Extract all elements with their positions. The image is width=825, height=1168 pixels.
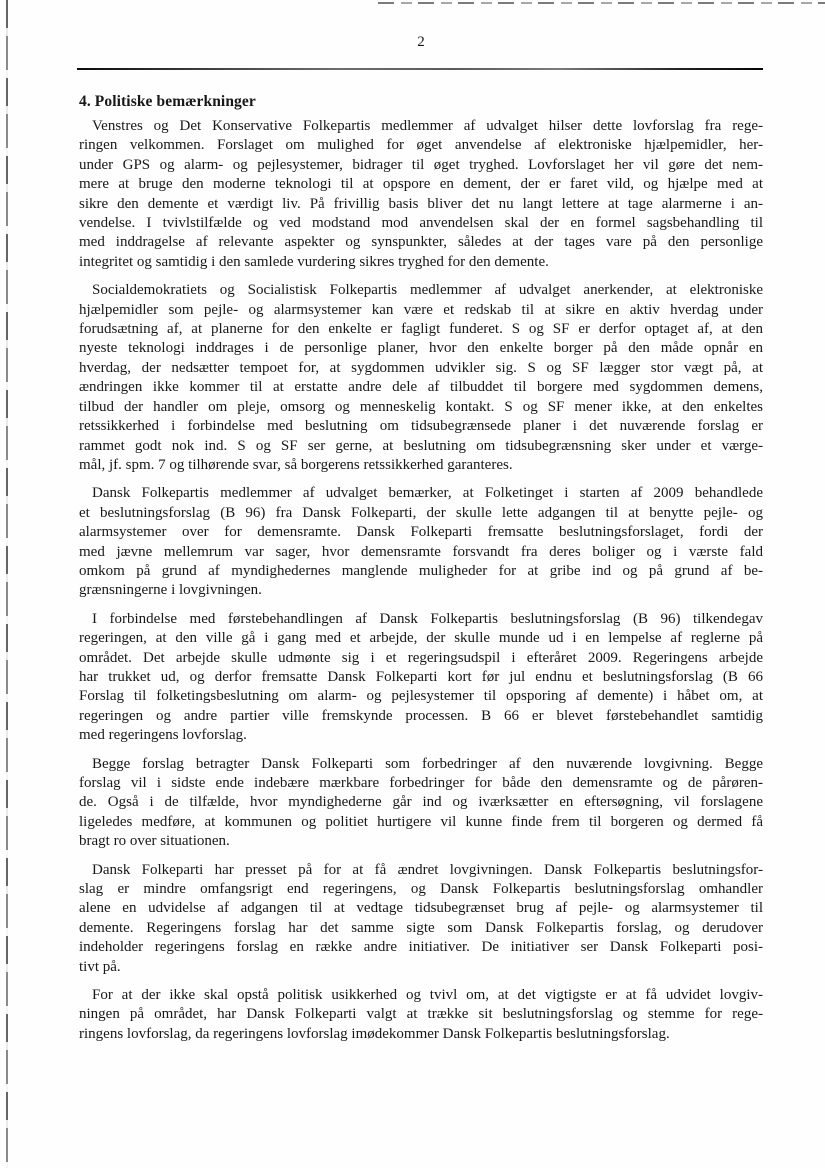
text-line: Dansk Folkepartis medlemmer af udvalget bemærker, at Folketinget i starten af 2009 behandlede bbox=[92, 485, 763, 502]
text-line: et beslutningsforslag (B 96) fra Dansk Folkeparti, der skulle lette adgangen til at benytte pejle- og bbox=[79, 504, 763, 521]
paragraph bbox=[79, 986, 763, 1044]
text-line: sikre den demente et værdigt liv. På frivillig basis bliver det nu langt lettere at tage alarmerne i an- bbox=[79, 195, 763, 212]
text-line: tilbud der handler om pleje, omsorg og menneskelig kontakt. S og SF mener ikke, at den enkeltes bbox=[79, 398, 763, 415]
text-line: hjælpemidler som pejle- og alarmsystemer kan være et redskab til at sikre en aktiv hverdag under bbox=[79, 301, 763, 318]
paragraph bbox=[79, 281, 763, 475]
text-line: slag er mindre omfangsrigt end regeringens, og Dansk Folkepartis beslutningsforslag omhandler bbox=[79, 881, 763, 898]
text-line: regeringen, at den ville gå i gang med et arbejde, der skulle munde ud i en lempelse af reglerne på bbox=[79, 630, 763, 647]
text-line: demente. Regeringens forslag har det samme sigte som Dansk Folkepartis forslag, og derudover bbox=[79, 919, 763, 936]
text-line: alene en udvidelse af adgangen til at vedtage tidsubegrænset brug af pejle- og alarmsystemer til bbox=[79, 900, 763, 917]
scan-artifact-left-line bbox=[6, 0, 8, 1168]
paragraph bbox=[79, 755, 763, 852]
text-line: mere at bruge den moderne teknologi til at opspore en dement, der er faret vild, og hjælpe med at bbox=[79, 176, 763, 193]
header-rule bbox=[77, 68, 763, 70]
text-line: de. Også i de tilfælde, hvor myndighederne går ind og iværksætter en eftersøgning, vil forslagene bbox=[79, 794, 763, 811]
text-line: integritet og samtidig i den samlede vurdering sikres tryghed for den demente. bbox=[79, 253, 549, 270]
page-number: 2 bbox=[417, 34, 425, 50]
text-line: med inddragelse af relevante aspekter og synspunkter, således at der tages vare på den personlige bbox=[79, 234, 763, 251]
text-line: forslag vil i sidste ende indebære mærkbare forbedringer for både den demensramte og de pårøren- bbox=[79, 775, 763, 791]
text-line: under GPS og alarm- og pejlesystemer, bidrager til øget tryghed. Lovforslaget her vil gøre det nem- bbox=[79, 156, 763, 173]
text-line: ningen på området, har Dansk Folkeparti valgt at trække sit beslutningsforslag og stemme for rege- bbox=[79, 1006, 763, 1023]
paragraph bbox=[79, 484, 763, 600]
text-line: retssikkerhed i forbindelse med beslutning om tidsubegrænsede planer i det nuværende forslag er bbox=[79, 418, 763, 435]
text-line: mål, jf. spm. 7 og tilhørende svar, så borgerens retssikkerhed garanteres. bbox=[79, 456, 513, 473]
text-line: området. Det arbejde skulle udmønte sig i et regeringsudspil i efteråret 2009. Regeringens arbejde bbox=[79, 649, 763, 666]
text-line: vendelse. I tvivlstilfælde og ved modstand mod anvendelsen skal der en formel sagsbehandling til bbox=[79, 215, 763, 232]
section-heading: 4. Politiske bemærkninger bbox=[79, 93, 256, 110]
text-line: rammet godt nok ind. S og SF ser gerne, at beslutning om tidsubegrænsning sker under et værge- bbox=[79, 437, 763, 454]
document-body bbox=[79, 117, 763, 1044]
text-line: tivt på. bbox=[79, 958, 121, 975]
text-line: ringens lovforslag, da regeringens lovforslag imødekommer Dansk Folkepartis beslutningsforslag. bbox=[79, 1025, 670, 1042]
text-line: Socialdemokratiets og Socialistisk Folkepartis medlemmer af udvalget anerkender, at elektroniske bbox=[92, 282, 763, 299]
text-line: nyeste teknologi inddrages i de personlige planer, hvor den enkelte borger på den måde opnår en bbox=[79, 340, 763, 357]
scan-artifact-top-dashes bbox=[378, 2, 825, 4]
document-content bbox=[79, 92, 763, 1053]
text-line: alarmsystemer over for demensramte. Dansk Folkeparti fremsatte beslutningsforslaget, fordi der bbox=[79, 524, 763, 541]
text-line: med jævne mellemrum var sager, hvor demensramte forsvandt fra deres boliger og i værste fald bbox=[79, 543, 763, 560]
text-line: regeringen og andre partier ville fremskynde processen. B 66 er blevet førstebehandlet samtidig bbox=[79, 707, 763, 724]
text-line: ændringen ikke kommer til at erstatte andre dele af tilbuddet til borgere med sygdommen demens, bbox=[79, 379, 763, 396]
text-line: For at der ikke skal opstå politisk usikkerhed og tvivl om, at det vigtigste er at få udvidet lovgiv- bbox=[92, 987, 763, 1004]
text-line: Venstres og Det Konservative Folkepartis medlemmer af udvalget hilser dette lovforslag fra rege- bbox=[92, 118, 763, 134]
text-line: ringen velkommen. Forslaget om mulighed for øget anvendelse af elektroniske hjælpemidler, her- bbox=[79, 137, 763, 154]
text-line: Dansk Folkeparti har presset på for at få ændret lovgivningen. Dansk Folkepartis beslutningsfor- bbox=[92, 861, 763, 878]
text-line: Begge forslag betragter Dansk Folkeparti som forbedringer af den nuværende lovgivning. Begge bbox=[92, 755, 763, 772]
text-line: har trukket ud, og derfor fremsatte Dansk Folkeparti kort før jul endnu et beslutningsforslag (B 66 bbox=[79, 668, 763, 685]
text-line: ligeledes medføre, at kommunen og politiet hurtigere vil kunne finde frem til borgeren og dermed få bbox=[79, 813, 763, 830]
text-line: omkom på grund af myndighedernes manglende muligheder for at gribe ind og på grund af be- bbox=[79, 562, 763, 579]
text-line: hverdag, der nedsætter tempoet for, at sygdommen udvikler sig. S og SF lægger stor vægt på, at bbox=[79, 359, 763, 376]
text-line: bragt ro over situationen. bbox=[79, 833, 230, 850]
text-line: forudsætning af, at planerne for den enkelte er fagligt funderet. S og SF er derfor optaget af, at den bbox=[79, 321, 763, 338]
text-line: grænsningerne i lovgivningen. bbox=[79, 582, 262, 599]
text-line: Forslag til folketingsbeslutning om alarm- og pejlesystemer til opsporing af demente) i håbet om, at bbox=[79, 688, 763, 705]
paragraph bbox=[79, 610, 763, 746]
text-line: med regeringens lovforslag. bbox=[79, 727, 247, 744]
text-line: indeholder regeringens forslag en række andre initiativer. De initiativer ser Dansk Folkeparti posi- bbox=[79, 939, 763, 956]
paragraph bbox=[79, 117, 763, 272]
paragraph bbox=[79, 861, 763, 977]
text-line: I forbindelse med førstebehandlingen af Dansk Folkepartis beslutningsforslag (B 96) tilkendegav bbox=[92, 610, 763, 627]
